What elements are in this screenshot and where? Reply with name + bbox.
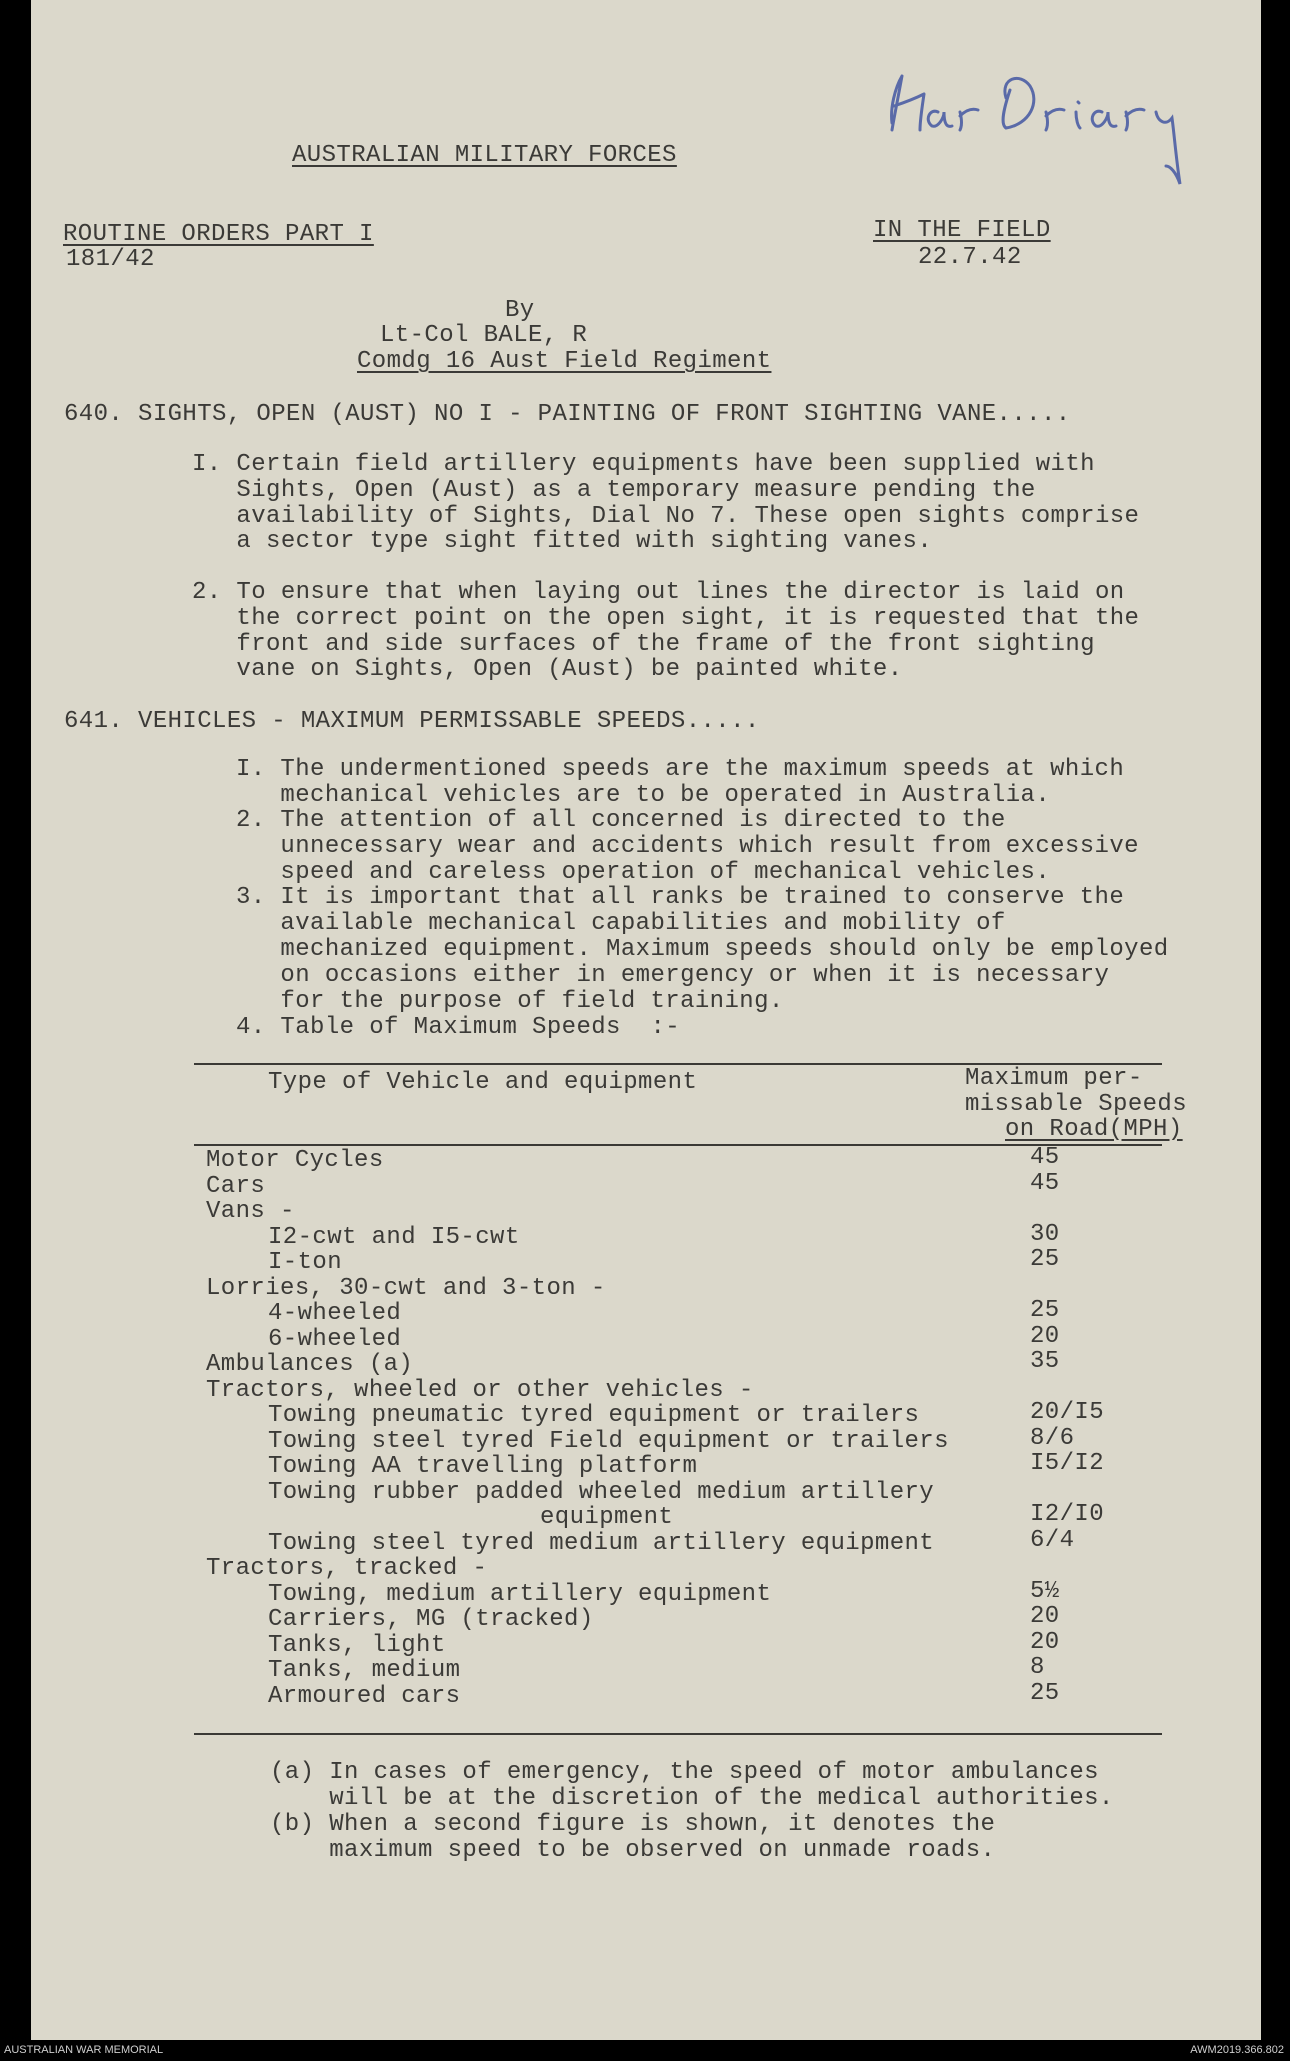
note-a-line1: (a) In cases of emergency, the speed of motor ambulances	[270, 1759, 1099, 1786]
commander-name: Lt-Col BALE, R	[380, 322, 588, 349]
table-row-label: Cars	[206, 1173, 266, 1200]
footer-source: AUSTRALIAN WAR MEMORIAL	[4, 2044, 164, 2056]
table-row-speed: 20/I5	[1030, 1399, 1105, 1426]
table-row-label: Towing pneumatic tyred equipment or trailers	[268, 1402, 920, 1429]
handwritten-note	[880, 68, 1210, 198]
table-col2-header-line1: Maximum per-	[965, 1065, 1143, 1092]
table-row-speed: 20	[1030, 1603, 1060, 1630]
table-row-label: Towing AA travelling platform	[268, 1453, 698, 1480]
table-row-speed: 8	[1030, 1654, 1045, 1681]
document-title: AUSTRALIAN MILITARY FORCES	[292, 142, 677, 169]
table-row-speed: 6/4	[1030, 1527, 1075, 1554]
table-row-speed: 25	[1030, 1297, 1060, 1324]
table-row-label: 6-wheeled	[268, 1326, 402, 1353]
table-row-speed: 20	[1030, 1323, 1060, 1350]
order-date: 22.7.42	[918, 244, 1022, 271]
table-row-label: Towing, medium artillery equipment	[268, 1581, 772, 1608]
section-640-heading: 640. SIGHTS, OPEN (AUST) NO I - PAINTING OF FRONT SIGHTING VANE.....	[64, 401, 1071, 428]
table-row-label: Towing rubber padded wheeled medium artillery	[268, 1479, 935, 1506]
table-row-label: 4-wheeled	[268, 1300, 402, 1327]
table-row-speed: 25	[1030, 1680, 1060, 1707]
table-row-speed: I5/I2	[1030, 1450, 1105, 1477]
table-row-speed: 5½	[1030, 1578, 1060, 1605]
table-row-label: Lorries, 30-cwt and 3-ton -	[206, 1275, 606, 1302]
note-b-line2: maximum speed to be observed on unmade roads.	[270, 1837, 996, 1864]
footer-accession: AWM2019.366.802	[1190, 2044, 1284, 2056]
table-col1-header: Type of Vehicle and equipment	[268, 1069, 698, 1096]
table-row-label: Towing steel tyred Field equipment or trailers	[268, 1428, 949, 1455]
table-header-rule	[194, 1144, 1162, 1146]
table-row-speed: 25	[1030, 1246, 1060, 1273]
table-row-label: Tanks, light	[268, 1632, 446, 1659]
table-row-speed: 45	[1030, 1170, 1060, 1197]
section-641-heading: 641. VEHICLES - MAXIMUM PERMISSABLE SPEEDS.....	[64, 708, 760, 735]
order-number: 181/42	[66, 246, 155, 273]
table-row-label: Ambulances (a)	[206, 1351, 414, 1378]
table-row-label: Motor Cycles	[206, 1147, 384, 1174]
table-row-label: equipment	[540, 1504, 674, 1531]
table-row-label: Carriers, MG (tracked)	[268, 1606, 594, 1633]
table-row-speed: 45	[1030, 1144, 1060, 1171]
table-row-label: Vans -	[206, 1198, 295, 1225]
table-row-label: I2-cwt and I5-cwt	[268, 1224, 520, 1251]
table-col2-header-line3: on Road(MPH)	[1005, 1116, 1183, 1143]
table-row-label: Towing steel tyred medium artillery equipment	[268, 1530, 935, 1557]
table-row-label: Tractors, wheeled or other vehicles -	[206, 1377, 754, 1404]
command-unit: Comdg 16 Aust Field Regiment	[357, 348, 772, 375]
table-row-speed: 8/6	[1030, 1425, 1075, 1452]
routine-orders-label: ROUTINE ORDERS PART I	[63, 221, 374, 248]
table-col2-header-line2: missable Speeds	[965, 1091, 1188, 1118]
table-row-speed: 20	[1030, 1629, 1060, 1656]
table-row-label: I-ton	[268, 1249, 343, 1276]
table-bottom-rule	[194, 1733, 1162, 1735]
table-row-speed: 35	[1030, 1348, 1060, 1375]
table-row-label: Tanks, medium	[268, 1657, 461, 1684]
table-row-speed: I2/I0	[1030, 1501, 1105, 1528]
table-row-label: Tractors, tracked -	[206, 1555, 488, 1582]
table-row-speed: 30	[1030, 1221, 1060, 1248]
by-label: By	[505, 297, 535, 324]
note-a-line2: will be at the discretion of the medical authorities.	[270, 1785, 1114, 1812]
table-row-label: Armoured cars	[268, 1683, 461, 1710]
note-b-line1: (b) When a second figure is shown, it denotes the	[270, 1811, 996, 1838]
location: IN THE FIELD	[873, 217, 1051, 244]
